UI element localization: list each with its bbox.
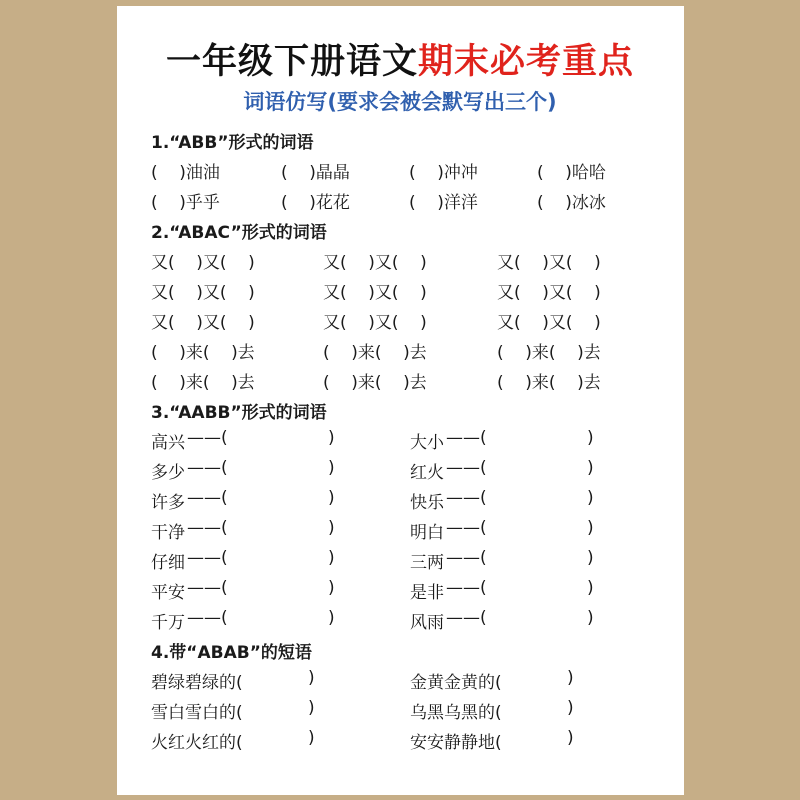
- aabb-dash: ——(: [187, 578, 228, 598]
- aabb-word: 快乐: [410, 493, 444, 513]
- section-4-heading: 4.带“ABAB”的短语: [151, 643, 312, 663]
- aabb-word: 平安: [151, 583, 185, 603]
- abab-close: ): [308, 728, 315, 748]
- aabb-word: 高兴: [151, 433, 185, 453]
- abab-phrase: 碧绿碧绿的(: [151, 673, 243, 693]
- abab-phrase: 火红火红的(: [151, 733, 243, 753]
- section-3-heading: 3.“AABB”形式的词语: [151, 403, 327, 423]
- aabb-close: ): [328, 458, 335, 478]
- section-2-heading: 2.“ABAC”形式的词语: [151, 223, 327, 243]
- aabb-word: 仔细: [151, 553, 185, 573]
- aabb-word: 干净: [151, 523, 185, 543]
- aabb-word: 明白: [410, 523, 444, 543]
- aabb-dash: ——(: [446, 578, 487, 598]
- aabb-close: ): [328, 428, 335, 448]
- abac-item: 又( )又( ): [497, 283, 601, 303]
- aabb-close: ): [328, 548, 335, 568]
- aabb-dash: ——(: [187, 458, 228, 478]
- aabb-close: ): [587, 458, 594, 478]
- abac-item: 又( )又( ): [497, 253, 601, 273]
- aabb-dash: ——(: [187, 518, 228, 538]
- abb-item: ( )花花: [281, 193, 350, 213]
- abab-close: ): [308, 698, 315, 718]
- abac-item: 又( )又( ): [323, 253, 427, 273]
- aabb-dash: ——(: [446, 488, 487, 508]
- aabb-dash: ——(: [446, 518, 487, 538]
- aabb-word: 多少: [151, 463, 185, 483]
- abab-phrase: 金黄金黄的(: [410, 673, 502, 693]
- aabb-word: 千万: [151, 613, 185, 633]
- aabb-close: ): [587, 428, 594, 448]
- title-black-part: 一年级下册语文: [165, 42, 418, 82]
- aabb-word: 是非: [410, 583, 444, 603]
- laiqu-item: ( )来( )去: [497, 373, 601, 393]
- abac-item: 又( )又( ): [323, 283, 427, 303]
- aabb-dash: ——(: [187, 548, 228, 568]
- aabb-dash: ——(: [446, 428, 487, 448]
- aabb-close: ): [587, 578, 594, 598]
- abab-close: ): [567, 728, 574, 748]
- laiqu-item: ( )来( )去: [497, 343, 601, 363]
- laiqu-item: ( )来( )去: [323, 343, 427, 363]
- abac-item: 又( )又( ): [151, 283, 255, 303]
- abab-close: ): [308, 668, 315, 688]
- aabb-close: ): [587, 488, 594, 508]
- abab-close: ): [567, 698, 574, 718]
- abab-phrase: 雪白雪白的(: [151, 703, 243, 723]
- aabb-close: ): [328, 518, 335, 538]
- aabb-close: ): [328, 608, 335, 628]
- aabb-close: ): [587, 548, 594, 568]
- aabb-dash: ——(: [446, 458, 487, 478]
- aabb-dash: ——(: [446, 608, 487, 628]
- aabb-dash: ——(: [187, 608, 228, 628]
- aabb-dash: ——(: [446, 548, 487, 568]
- page-subtitle: 词语仿写(要求会被会默写出三个): [243, 90, 557, 114]
- aabb-word: 风雨: [410, 613, 444, 633]
- abac-item: 又( )又( ): [151, 313, 255, 333]
- abac-item: 又( )又( ): [497, 313, 601, 333]
- abb-item: ( )乎乎: [151, 193, 220, 213]
- aabb-close: ): [587, 608, 594, 628]
- abb-item: ( )油油: [151, 163, 220, 183]
- aabb-dash: ——(: [187, 488, 228, 508]
- aabb-close: ): [328, 578, 335, 598]
- abab-close: ): [567, 668, 574, 688]
- abac-item: 又( )又( ): [151, 253, 255, 273]
- laiqu-item: ( )来( )去: [151, 373, 255, 393]
- abac-item: 又( )又( ): [323, 313, 427, 333]
- aabb-close: ): [328, 488, 335, 508]
- abb-item: ( )晶晶: [281, 163, 350, 183]
- abb-item: ( )洋洋: [409, 193, 478, 213]
- aabb-dash: ——(: [187, 428, 228, 448]
- abb-item: ( )冰冰: [537, 193, 606, 213]
- aabb-word: 红火: [410, 463, 444, 483]
- aabb-word: 大小: [410, 433, 444, 453]
- page-title: [0, 34, 800, 84]
- title-red-part: 期末必考重点: [418, 42, 635, 82]
- abab-phrase: 安安静静地(: [410, 733, 502, 753]
- aabb-word: 三两: [410, 553, 444, 573]
- aabb-close: ): [587, 518, 594, 538]
- laiqu-item: ( )来( )去: [151, 343, 255, 363]
- aabb-word: 许多: [151, 493, 185, 513]
- laiqu-item: ( )来( )去: [323, 373, 427, 393]
- section-1-heading: 1.“ABB”形式的词语: [151, 133, 314, 153]
- abb-item: ( )哈哈: [537, 163, 606, 183]
- abab-phrase: 乌黑乌黑的(: [410, 703, 502, 723]
- abb-item: ( )冲冲: [409, 163, 478, 183]
